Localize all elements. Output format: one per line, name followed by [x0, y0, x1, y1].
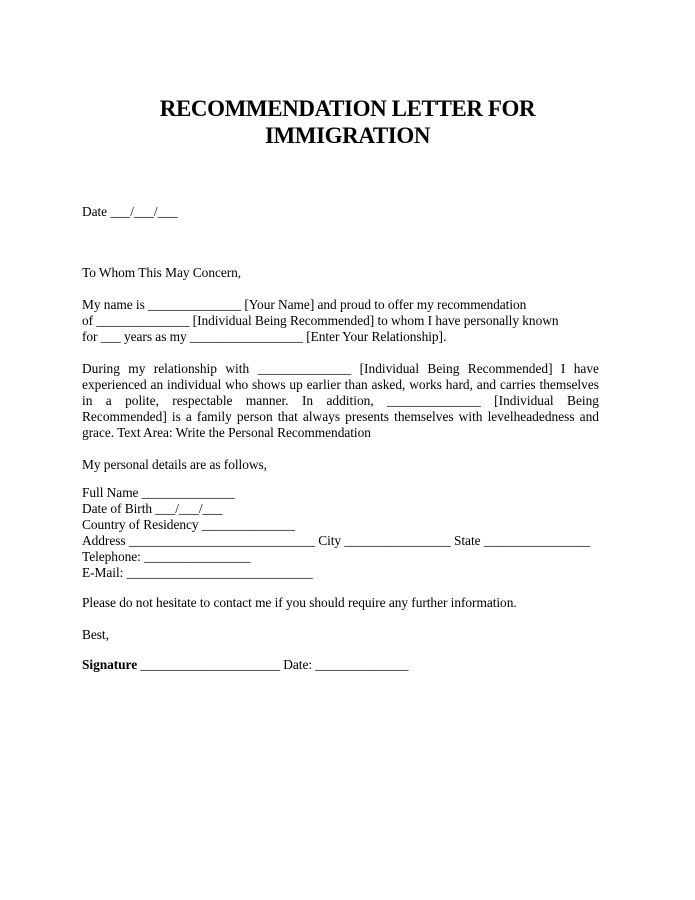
detail-country: Country of Residency ______________: [82, 517, 295, 532]
paragraph2-line-1: During my relationship with ______________ [Individual Being Recommended] I have: [82, 361, 599, 376]
paragraph2-line-3: in a polite, respectable manner. In addition, ______________ [Individual Being: [82, 393, 599, 408]
paragraph1-line-1: My name is ______________ [Your Name] and proud to offer my recommendation: [82, 297, 527, 312]
signature-date-blanks: _____________________ Date: ______________: [137, 657, 409, 672]
paragraph2-line-5: grace. Text Area: Write the Personal Recommendation: [82, 425, 371, 440]
paragraph2-line-2: experienced an individual who shows up earlier than asked, works hard, and carries themselves: [82, 377, 599, 392]
closing-request: Please do not hesitate to contact me if you should require any further information.: [82, 595, 517, 610]
paragraph2-line-4: Recommended] is a family person that always presents themselves with levelheadedness and: [82, 409, 599, 424]
sign-off: Best,: [82, 627, 109, 642]
detail-telephone: Telephone: ________________: [82, 549, 251, 564]
document-title-line-2: IMMIGRATION: [264, 123, 431, 148]
document-title-line-1: RECOMMENDATION LETTER FOR: [159, 96, 536, 121]
detail-date-of-birth: Date of Birth ___/___/___: [82, 501, 223, 516]
paragraph1-line-2: of ______________ [Individual Being Recommended] to whom I have personally known: [82, 313, 559, 328]
details-intro: My personal details are as follows,: [82, 457, 267, 472]
detail-address: Address ____________________________ City ________________ State ________________: [82, 533, 591, 548]
detail-email: E-Mail: ____________________________: [82, 565, 313, 580]
salutation: To Whom This May Concern,: [82, 265, 242, 280]
signature-label: Signature: [82, 657, 138, 672]
date-line: Date ___/___/___: [82, 204, 178, 219]
detail-full-name: Full Name ______________: [82, 485, 235, 500]
signature-line: [82, 657, 408, 673]
paragraph1-line-3: for ___ years as my _________________ [Enter Your Relationship].: [82, 329, 447, 344]
